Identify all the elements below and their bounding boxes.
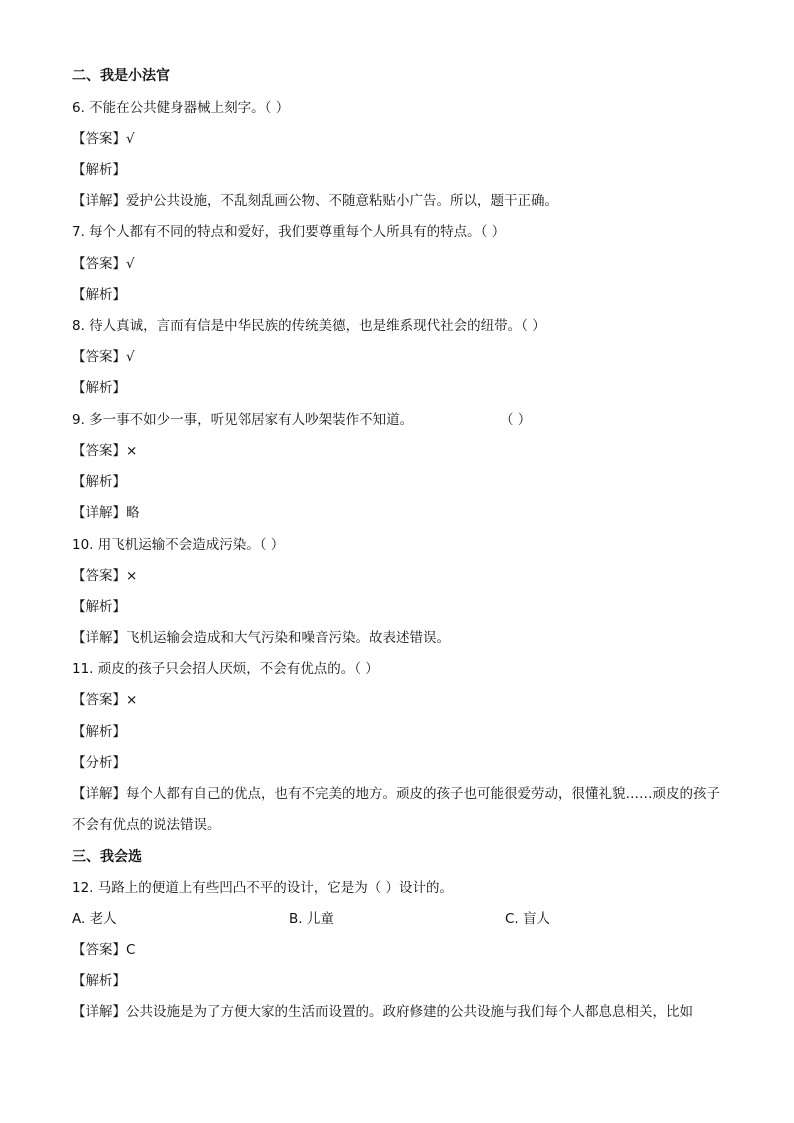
detail-6: 【详解】爱护公共设施，不乱刻乱画公物、不随意粘贴小广告。所以，题干正确。 bbox=[72, 193, 558, 209]
section-heading: 三、我会选 bbox=[72, 849, 142, 865]
fenxi-11: 【分析】 bbox=[72, 755, 126, 771]
question-9-blank: （ ） bbox=[500, 412, 532, 428]
question-10: 10. 用飞机运输不会造成污染。（ ） bbox=[72, 537, 285, 553]
question-8: 8. 待人真诚，言而有信是中华民族的传统美德，也是维系现代社会的纽带。（ ） bbox=[72, 318, 546, 334]
question-6: 6. 不能在公共健身器械上刻字。（ ） bbox=[72, 100, 290, 116]
question-7: 7. 每个人都有不同的特点和爱好，我们要尊重每个人所具有的特点。（ ） bbox=[72, 224, 506, 240]
answer-6: 【答案】√ bbox=[72, 131, 135, 147]
answer-10: 【答案】× bbox=[72, 568, 138, 584]
analysis-11: 【解析】 bbox=[72, 724, 126, 740]
detail-12: 【详解】公共设施是为了方便大家的生活而设置的。政府修建的公共设施与我们每个人都息息相关，比如 bbox=[72, 1004, 693, 1020]
question-11: 11. 顽皮的孩子只会招人厌烦，不会有优点的。（ ） bbox=[72, 661, 379, 677]
detail-11: 【详解】每个人都有自己的优点，也有不完美的地方。顽皮的孩子也可能很爱劳动，很懂礼貌……顽皮的孩子不会有优点的说法错误。 bbox=[72, 786, 720, 833]
analysis-9: 【解析】 bbox=[72, 474, 126, 490]
analysis-6: 【解析】 bbox=[72, 162, 126, 178]
section-heading: 二、我是小法官 bbox=[72, 68, 170, 84]
analysis-7: 【解析】 bbox=[72, 287, 126, 303]
question-9: 9. 多一事不如少一事，听见邻居家有人吵架装作不知道。 bbox=[72, 412, 414, 428]
analysis-12: 【解析】 bbox=[72, 973, 126, 989]
option-a: A. 老人 bbox=[72, 911, 117, 927]
question-12: 12. 马路上的便道上有些凹凸不平的设计，它是为（ ）设计的。 bbox=[72, 880, 454, 896]
answer-12: 【答案】C bbox=[72, 942, 136, 958]
answer-11: 【答案】× bbox=[72, 692, 138, 708]
detail-9: 【详解】略 bbox=[72, 505, 140, 521]
detail-10: 【详解】飞机运输会造成和大气污染和噪音污染。故表述错误。 bbox=[72, 630, 450, 646]
option-c: C. 盲人 bbox=[505, 911, 551, 927]
analysis-8: 【解析】 bbox=[72, 380, 126, 396]
analysis-10: 【解析】 bbox=[72, 599, 126, 615]
answer-7: 【答案】√ bbox=[72, 256, 135, 272]
option-b: B. 儿童 bbox=[289, 911, 334, 927]
answer-9: 【答案】× bbox=[72, 443, 138, 459]
answer-8: 【答案】√ bbox=[72, 349, 135, 365]
